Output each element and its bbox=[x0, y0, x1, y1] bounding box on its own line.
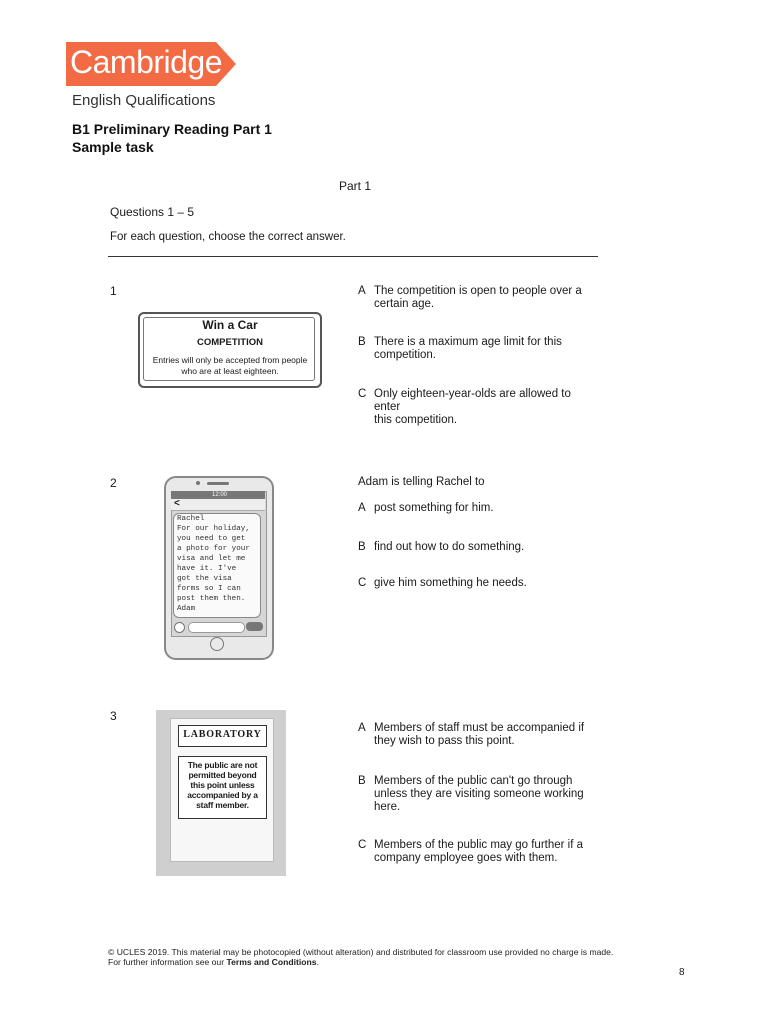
option-letter: A bbox=[358, 502, 366, 514]
speaker-icon bbox=[207, 482, 229, 485]
answer-option-1c[interactable] bbox=[358, 388, 598, 426]
question-number: 2 bbox=[110, 476, 117, 490]
emoji-icon bbox=[174, 622, 185, 633]
option-letter: A bbox=[358, 722, 366, 734]
notice-title: Win a Car bbox=[202, 318, 258, 332]
back-arrow-icon: < bbox=[174, 498, 180, 509]
message-line: visa and let me bbox=[177, 555, 246, 563]
sign-body-line: staff member. bbox=[196, 800, 249, 810]
answer-option-1a[interactable] bbox=[358, 285, 598, 313]
message-line: Rachel bbox=[177, 515, 205, 523]
option-letter: A bbox=[358, 285, 366, 297]
sign-body-line: The public are not bbox=[187, 760, 258, 770]
answer-option-3b[interactable] bbox=[358, 775, 598, 815]
phone-nav-bar bbox=[171, 499, 265, 511]
answer-option-3a[interactable] bbox=[358, 722, 598, 750]
message-line: For our holiday, bbox=[177, 525, 250, 533]
instruction-text: For each question, choose the correct answer. bbox=[110, 231, 346, 243]
option-text: Only eighteen-year-olds are allowed to enter this competition. bbox=[374, 388, 571, 426]
sign-body-line: permitted beyond bbox=[188, 770, 257, 780]
page-number: 8 bbox=[679, 967, 685, 978]
message-line: Adam bbox=[177, 605, 196, 613]
message-line: forms so I can bbox=[177, 585, 241, 593]
notice-subtitle: COMPETITION bbox=[197, 337, 263, 348]
sign-body-line: this point unless bbox=[190, 780, 255, 790]
message-line: got the visa bbox=[177, 575, 232, 583]
message-line: have it. I've bbox=[177, 565, 237, 573]
document-title bbox=[72, 120, 272, 156]
option-letter: C bbox=[358, 388, 367, 400]
message-input-illustration bbox=[188, 622, 245, 633]
option-text: post something for him. bbox=[374, 502, 494, 514]
question-stem: Adam is telling Rachel to bbox=[358, 476, 485, 488]
option-text: Members of the public may go further if a company employee goes with them. bbox=[374, 839, 584, 864]
part-heading: Part 1 bbox=[339, 179, 372, 193]
option-letter: C bbox=[358, 839, 367, 851]
document-title-line2: Sample task bbox=[72, 139, 154, 155]
questions-label: Questions 1 – 5 bbox=[110, 205, 195, 219]
sign-body-line: accompanied by a bbox=[187, 790, 258, 800]
answer-option-3c[interactable] bbox=[358, 839, 598, 867]
brand-name: Cambridge bbox=[70, 44, 223, 80]
message-line: post them then. bbox=[177, 595, 246, 603]
option-letter: B bbox=[358, 541, 366, 553]
option-text: Members of staff must be accompanied if they wish to pass this point. bbox=[374, 722, 585, 747]
notice-body-line: Entries will only be accepted from people bbox=[152, 355, 308, 365]
send-button-illustration bbox=[246, 622, 263, 631]
further-info-text: For further information see our Terms and Conditions. bbox=[108, 957, 319, 967]
option-text: give him something he needs. bbox=[374, 577, 527, 589]
text-message bbox=[177, 514, 261, 614]
option-text: Members of the public can't go through unless they are visiting someone working here. bbox=[374, 775, 584, 813]
home-button-icon bbox=[210, 637, 224, 651]
answer-option-2c[interactable] bbox=[358, 577, 598, 591]
brand-subtitle: English Qualifications bbox=[72, 92, 216, 109]
footer bbox=[108, 947, 613, 967]
copyright-text: © UCLES 2019. This material may be photocopied (without alteration) and distributed for classroom use provided no charge is made. bbox=[108, 947, 614, 957]
document-title-line1: B1 Preliminary Reading Part 1 bbox=[72, 121, 272, 137]
notice-body bbox=[140, 355, 320, 377]
question-number: 3 bbox=[110, 709, 117, 723]
sign-body bbox=[180, 760, 265, 810]
terms-link[interactable]: Terms and Conditions bbox=[226, 957, 317, 967]
option-letter: B bbox=[358, 336, 366, 348]
option-text: There is a maximum age limit for this competition. bbox=[374, 336, 562, 361]
camera-icon bbox=[196, 481, 200, 485]
sign-title: LABORATORY bbox=[183, 729, 262, 740]
option-letter: C bbox=[358, 577, 367, 589]
divider bbox=[108, 256, 598, 257]
option-text: The competition is open to people over a certain age. bbox=[374, 285, 582, 310]
option-text: find out how to do something. bbox=[374, 541, 525, 553]
answer-option-2b[interactable] bbox=[358, 541, 598, 555]
answer-option-1b[interactable] bbox=[358, 336, 598, 364]
notice-body-line: who are at least eighteen. bbox=[181, 366, 279, 376]
message-line: a photo for your bbox=[177, 545, 250, 553]
option-letter: B bbox=[358, 775, 366, 787]
answer-option-2a[interactable] bbox=[358, 502, 598, 516]
question-number: 1 bbox=[110, 284, 117, 298]
phone-clock: 12:00 bbox=[212, 492, 228, 498]
message-line: you need to get bbox=[177, 535, 246, 543]
